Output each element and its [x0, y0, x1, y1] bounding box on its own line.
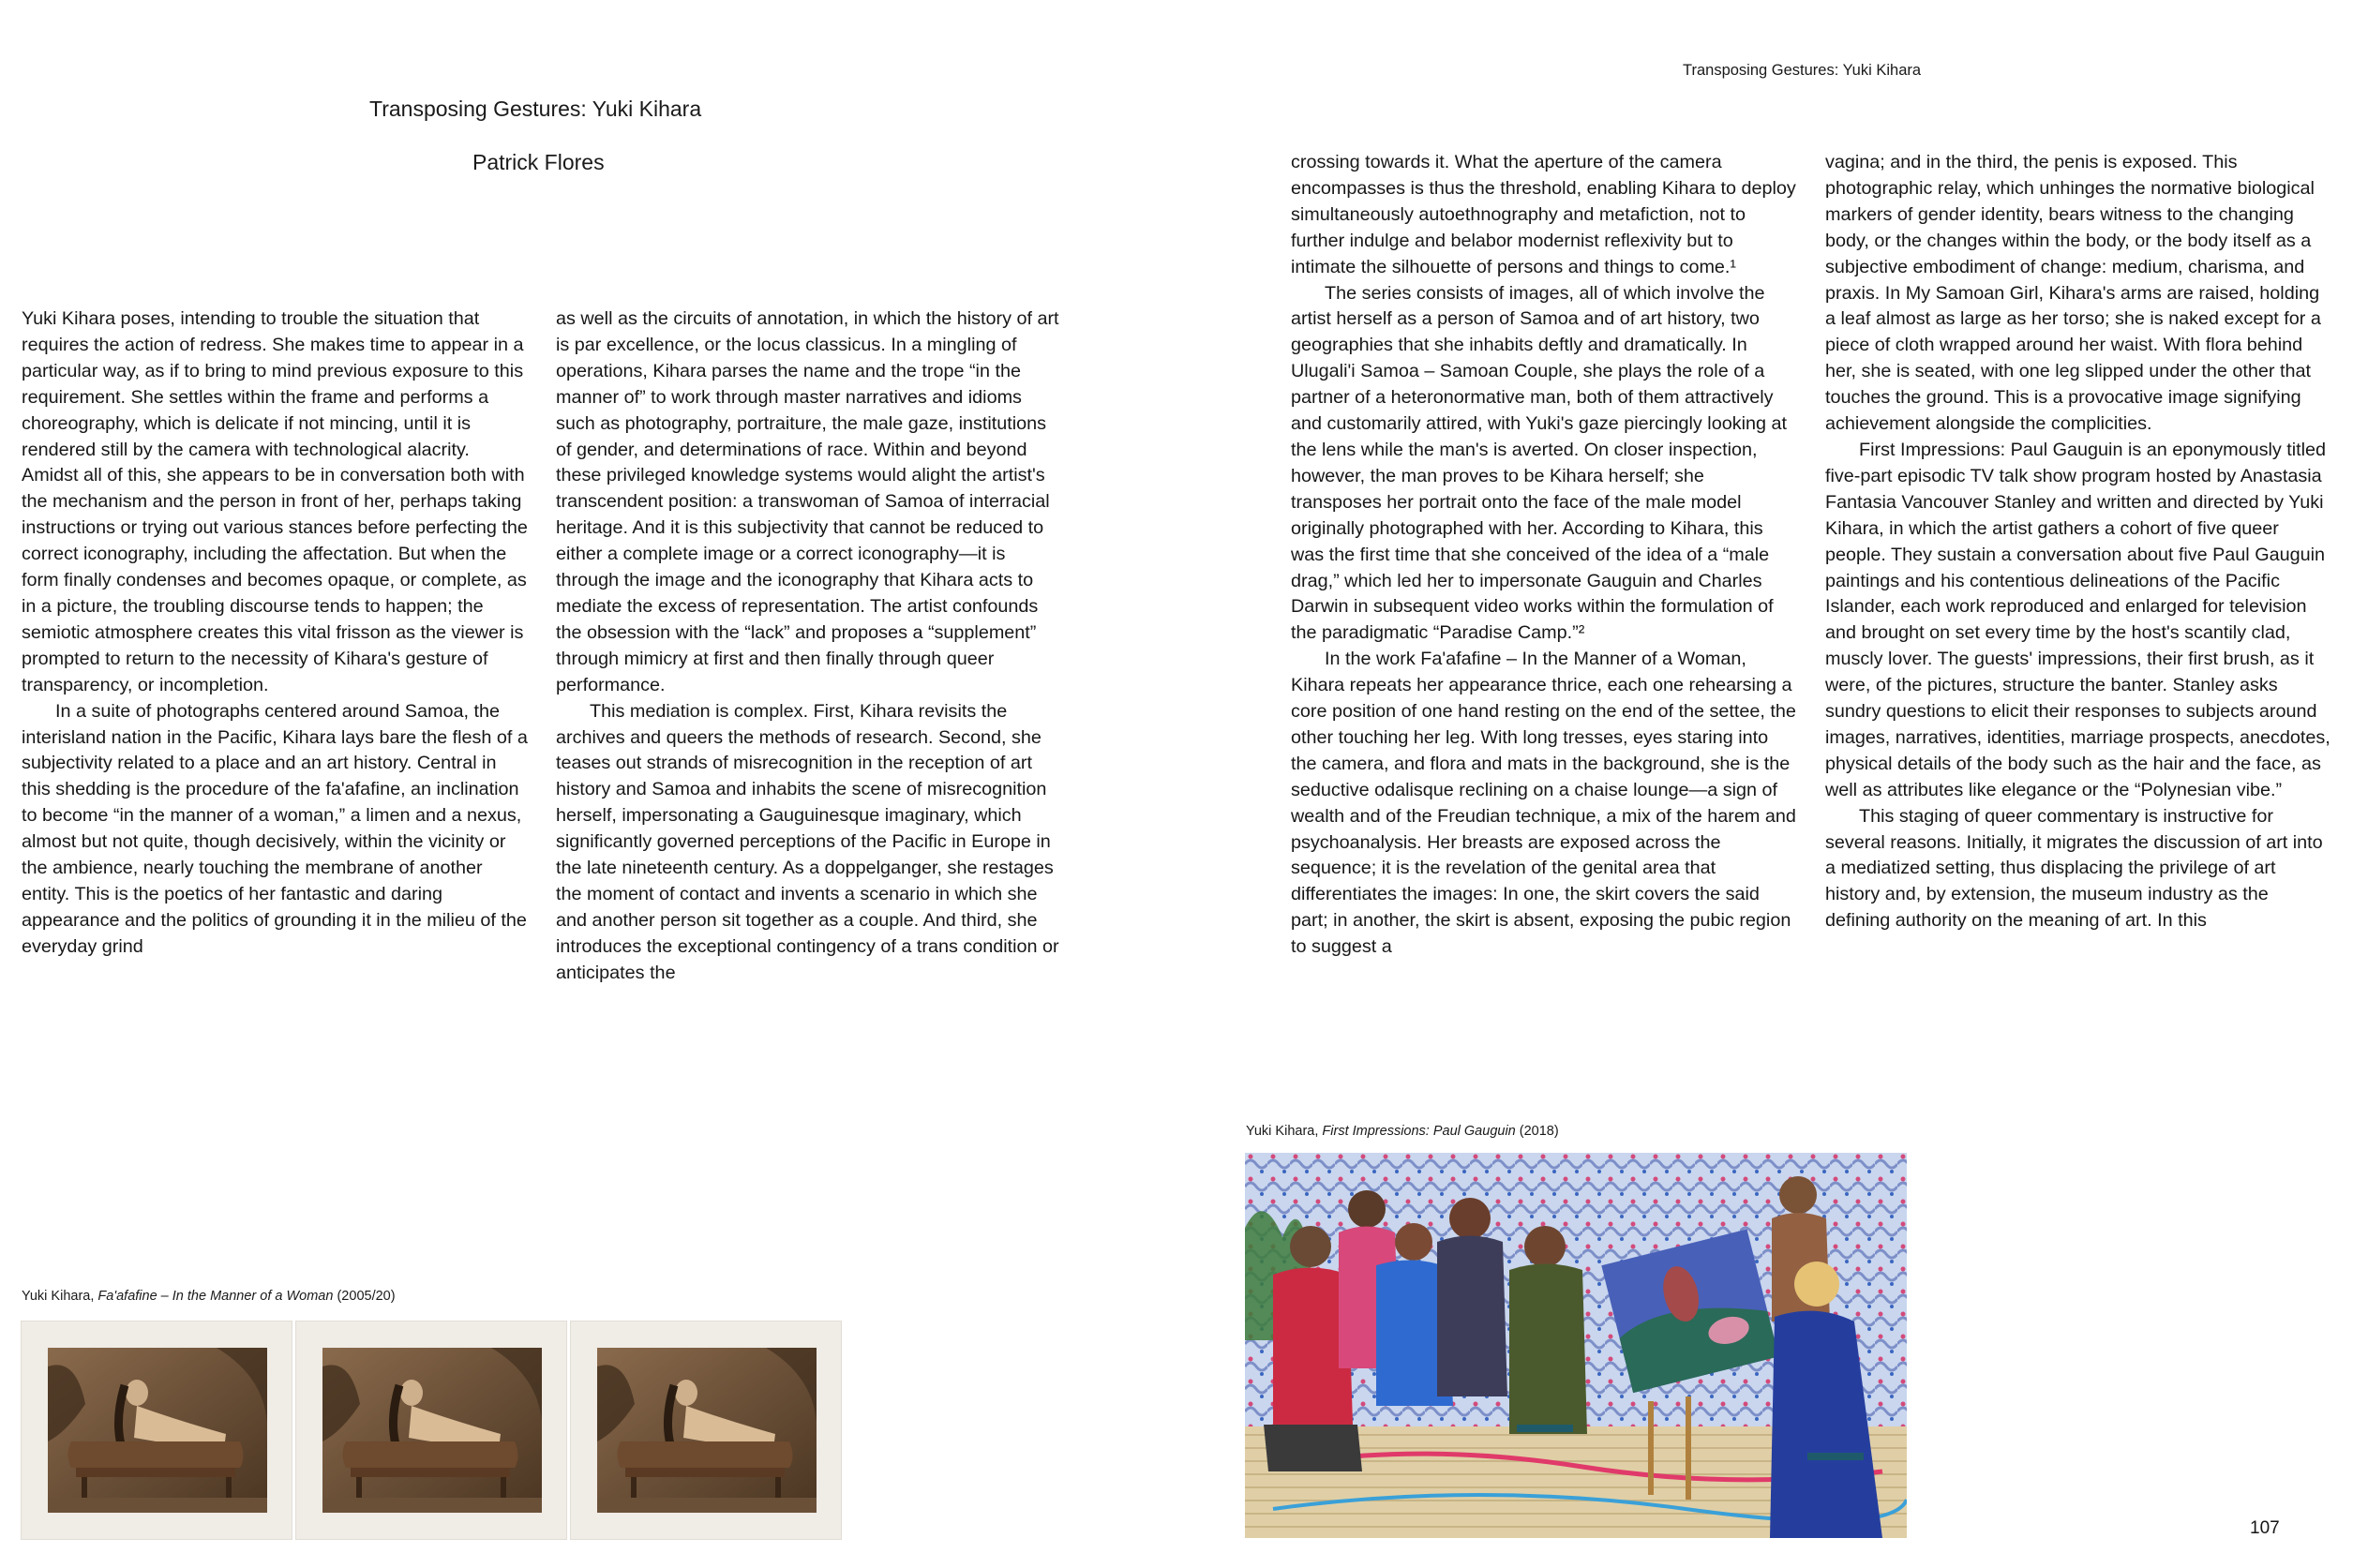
- paragraph: vagina; and in the third, the penis is exposed. This photographic relay, which unhinges the normative biological markers of gender identity, bears witness to the changing body, or the changes within the body, or the body itself as a subjective embodiment of change: medium, charisma, and praxis. In My Samoan Girl, Kihara's arms are raised, holding a leaf almost as large as her torso; she is naked except for a piece of cloth wrapped around her waist. With flora behind her, she is seated, with one leg slipped under the other that touches the ground. This is a provocative image signifying achievement alongside the complicities.: [1825, 152, 2321, 435]
- faafafine-triptych: [21, 1321, 847, 1540]
- paragraph: The series consists of images, all of which involve the artist herself as a person of Samoa and of art history, two geographies that she inhabits deftly and dramatically. In Ulugali'i Samoa – Samoan Couple, she plays the role of a partner of a heteronormative man, both of them attractively and customarily attired, with Yuki's gaze piercingly looking at the lens while the man's is averted. On closer inspection, however, the man proves to be Kihara herself; she transposes her portrait onto the face of the male model originally photographed with her. According to Kihara, this was the first time that she conceived of the idea of a “male drag,” which led her to impersonate Gauguin and Charles Darwin in subsequent video works within the formulation of the paradigmatic “Paradise Camp.”²: [1291, 282, 1787, 644]
- left-column-2: [556, 306, 1062, 987]
- paragraph: Yuki Kihara poses, intending to trouble the situation that requires the action of redress. She makes time to appear in a particular way, as if to bring to mind previous exposure to this requirement. She settles within the frame and performs a choreography, which is delicate if not mincing, until it is rendered still by the camera with technological alacrity. Amidst all of this, she appears to be in conversation both with the mechanism and the person in front of her, perhaps taking instructions or trying out various stances before perfecting the correct iconography, including the affectation. But when the form finally condenses and becomes opaque, or complete, as in a picture, the troubling discourse tends to happen; the semiotic atmosphere creates this vital frisson as the viewer is prompted to return to the necessity of Kihara's gesture of transparency, or incompletion.: [22, 308, 528, 695]
- paragraph: In the work Fa'afafine – In the Manner of a Woman, Kihara repeats her appearance thrice, each one rehearsing a core position of one hand resting on the end of the settee, the other touching her leg. With long tresses, eyes staring into the camera, and flora and mats in the background, she is the seductive odalisque reclining on a chaise lounge—a sign of wealth and of the Freudian technique, a mix of the harem and psychoanalysis. Her breasts are exposed across the sequence; it is the revelation of the genital area that differentiates the images: In one, the skirt covers the said part; in another, the skirt is absent, exposing the pubic region to suggest a: [1291, 649, 1796, 958]
- triptych-panel: [295, 1321, 567, 1540]
- paragraph: In a suite of photographs centered around Samoa, the interisland nation in the Pacific, Kihara lays bare the flesh of a subjectivity related to a place and an art history. Central in this shedding is the procedure of the fa'afafine, an inclination to become “in the manner of a woman,” a limen and a nexus, almost but not quite, though decisively, within the vicinity or the ambience, nearly touching the membrane of another entity. This is the poetics of her fantastic and daring appearance and the politics of grounding it in the milieu of the everyday grind: [22, 700, 528, 957]
- tv-show-caption: Yuki Kihara, First Impressions: Paul Gauguin (2018): [1246, 1124, 1559, 1139]
- paragraph: This mediation is complex. First, Kihara revisits the archives and queers the methods of research. Second, she teases out strands of misrecognition in the reception of art history and Samoa and inhabits the scene of misrecognition herself, impersonating a Gauguinesque imaginary, which significantly governed perceptions of the Pacific in Europe in the late nineteenth century. As a doppelganger, she restages the moment of contact and invents a scenario in which she and another person sit together as a couple. And third, she introduces the exceptional contingency of a trans condition or anticipates the: [556, 700, 1059, 983]
- paragraph: This staging of queer commentary is instructive for several reasons. Initially, it migrates the discussion of art into a mediatized setting, thus displacing the privilege of art history and, by extension, the museum industry as the defining authority on the meaning of art. In this: [1825, 805, 2323, 932]
- paragraph: crossing towards it. What the aperture of the camera encompasses is thus the threshold, enabling Kihara to deploy simultaneously autoethnography and metafiction, not to further indulge and belabor modernist reflexivity but to intimate the silhouette of persons and things to come.¹: [1291, 152, 1796, 277]
- triptych-panel: [570, 1321, 842, 1540]
- triptych-panel: [21, 1321, 292, 1540]
- paragraph: as well as the circuits of annotation, in which the history of art is par excellence, or the locus classicus. In a mingling of operations, Kihara parses the name and the trope “in the manner of” to work through master narratives and idioms such as photography, portraiture, the male gaze, institutions of gender, and determinations of race. Within and beyond these privileged knowledge systems would alight the artist's transcendent position: a transwoman of Samoa of interracial heritage. And it is this subjectivity that cannot be reduced to either a complete image or a correct iconography—it is through the image and the iconography that Kihara acts to mediate the excess of representation. The artist confounds the obsession with the “lack” and proposes a “supplement” through mimicry at first and then finally through queer performance.: [556, 308, 1059, 695]
- left-column-1: [22, 306, 528, 961]
- tv-talk-show-photo: [1245, 1153, 1907, 1538]
- paragraph: First Impressions: Paul Gauguin is an eponymously titled five-part episodic TV talk show program hosted by Anastasia Fantasia Vancouver Stanley and written and directed by Yuki Kihara, in which the artist gathers a cohort of five queer people. They sustain a conversation about five Paul Gauguin paintings and his contentious delineations of the Pacific Islander, each work reproduced and enlarged for television and brought on set every time by the host's scantily clad, muscly lover. The guests' impressions, their first brush, as it were, of the pictures, structure the banter. Stanley asks sundry questions to elicit their responses to subjects around images, narratives, identities, marriage prospects, anecdotes, physical details of the body such as the hair and the face, as well as attributes like elegance or the “Polynesian vibe.”: [1825, 439, 2331, 800]
- article-author: Patrick Flores: [472, 150, 605, 174]
- right-column-2: [1825, 150, 2331, 934]
- running-head: Transposing Gestures: Yuki Kihara: [1683, 62, 1922, 79]
- right-column-1: [1291, 150, 1796, 961]
- reclining-figure-photo: [48, 1348, 267, 1513]
- reclining-figure-photo: [597, 1348, 817, 1513]
- page-number: 107: [2250, 1518, 2280, 1538]
- reclining-figure-photo: [322, 1348, 542, 1513]
- triptych-caption: Yuki Kihara, Fa'afafine – In the Manner of a Woman (2005/20): [22, 1289, 396, 1304]
- article-title: Transposing Gestures: Yuki Kihara: [369, 97, 702, 121]
